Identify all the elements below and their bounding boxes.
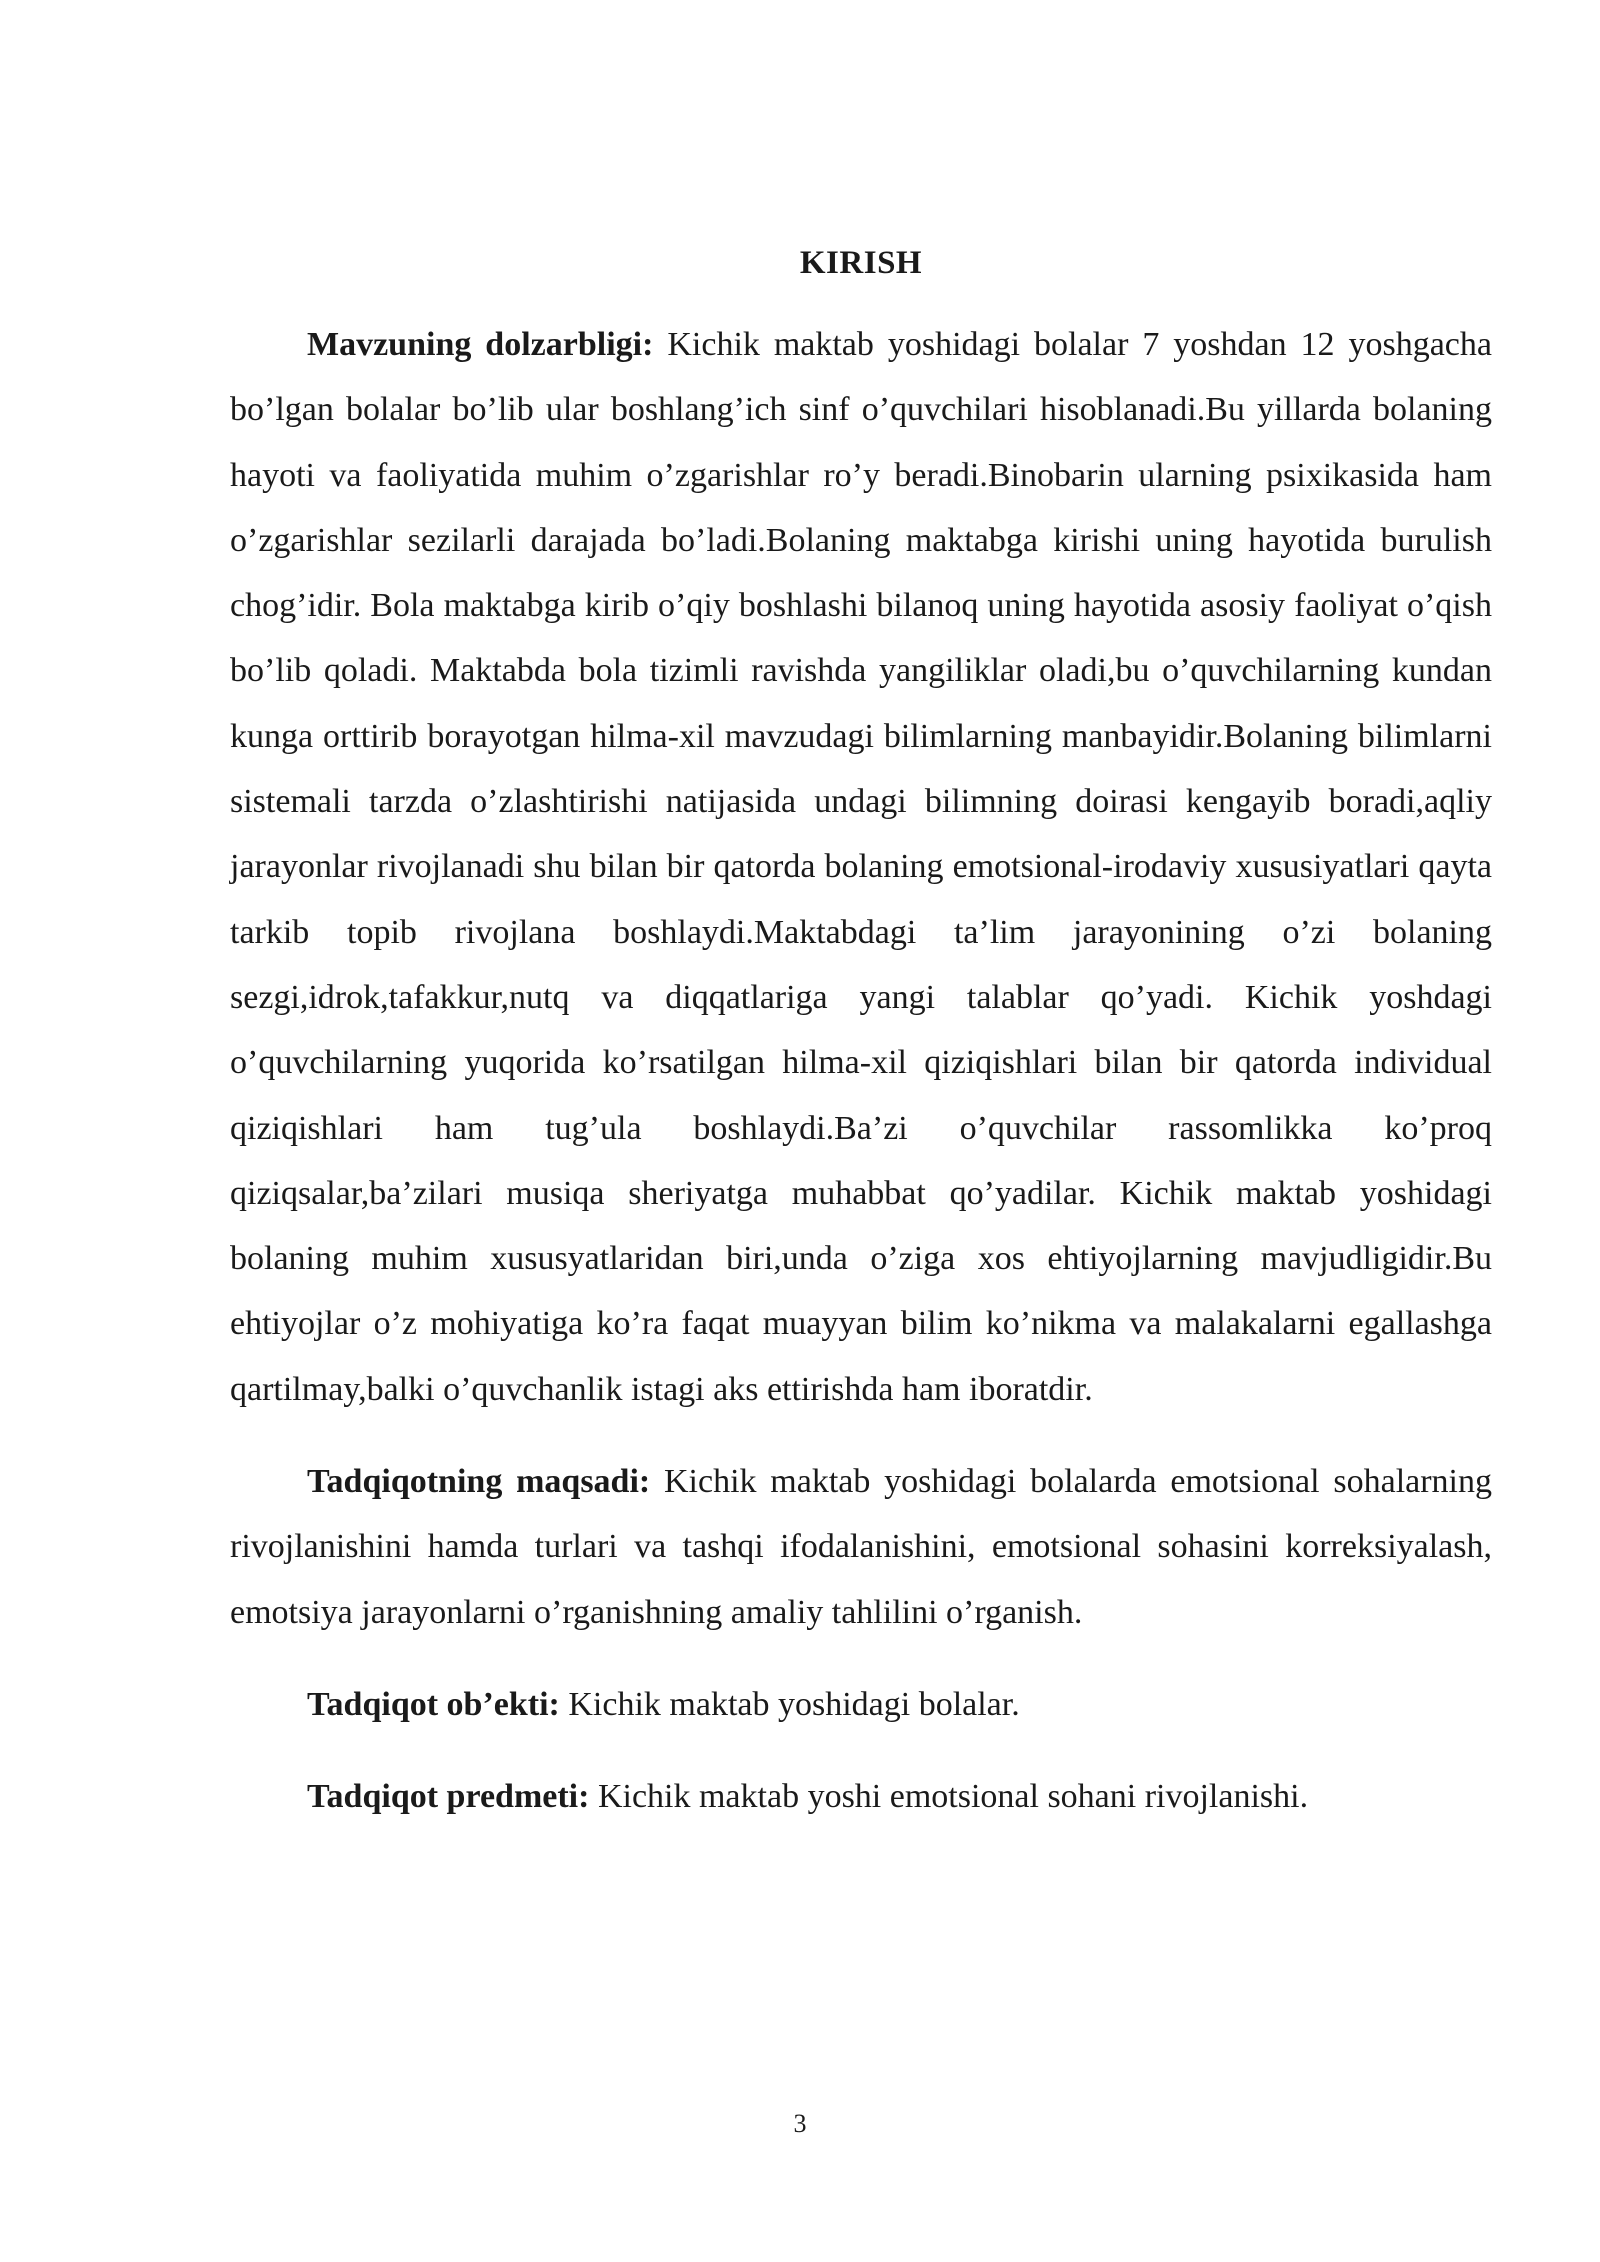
paragraph-label: Mavzuning dolzarbligi:	[307, 326, 654, 363]
paragraph-text: Kichik maktab yoshidagi bolalar.	[559, 1685, 1020, 1723]
paragraph-label: Tadqiqot predmeti:	[307, 1778, 590, 1816]
paragraph-object	[230, 1672, 1492, 1737]
paragraph-label: Tadqiqotning maqsadi:	[307, 1463, 651, 1501]
page-number: 3	[793, 2109, 807, 2138]
page-heading: KIRISH	[799, 245, 923, 281]
paragraph-goal	[230, 1449, 1492, 1645]
page-content	[230, 242, 1492, 1830]
paragraph-text: Kichik maktab yoshidagi bolalarda emotsional sohalarning rivojlanishini hamda turlari va tashqi ifodalanishini, emotsional sohasini korreksiyalash, emotsiya jarayonlarni o’rganishning amaliy tahlilini o’rganish.	[230, 1463, 1492, 1631]
paragraph-text: Kichik maktab yoshidagi bolalar 7 yoshdan 12 yoshgacha bo’lgan bolalar bo’lib ular boshlang’ich sinf o’quvchilari hisoblanadi.Bu yillarda bolaning hayoti va faoliyatida muhim o’zgarishlar ro’y beradi.Binobarin ularning psixikasida ham o’zgarishlar sezilarli darajada bo’ladi.Bolaning maktabga kirishi uning hayotida burulish chog’idir. Bola maktabga kirib o’qiy boshlashi bilanoq uning hayotida asosiy faoliyat o’qish bo’lib qoladi. Maktabda bola tizimli ravishda yangiliklar oladi,bu o’quvchilarning kundan kunga orttirib borayotgan hilma-xil mavzudagi bilimlarning manbayidir.Bolaning bilimlarni sistemali tarzda o’zlashtirishi natijasida undagi bilimning doirasi kengayib boradi,aqliy jarayonlar rivojlanadi shu bilan bir qatorda bolaning emotsional-irodaviy xususiyatlari qayta tarkib topib rivojlana boshlaydi.Maktabdagi ta’lim jarayonining o’zi bolaning sezgi,idrok,tafakkur,nutq va diqqatlariga yangi talablar qo’yadi. Kichik yoshdagi o’quvchilarning yuqorida ko’rsatilgan hilma-xil qiziqishlari bilan bir qatorda individual qiziqishlari ham tug’ula boshlaydi.Ba’zi o’quvchilar rassomlikka ko’proq qiziqsalar,ba’zilari musiqa sheriyatga muhabbat qo’yadilar. Kichik maktab yoshidagi bolaning muhim xususyatlaridan biri,unda o’ziga xos ehtiyojlarning mavjudligidir.Bu ehtiyojlar o’z mohiyatiga ko’ra faqat muayyan bilim ko’nikma va malakalarni egallashga qartilmay,balki o’quvchanlik istagi aks ettirishda ham iboratdir.	[230, 326, 1492, 1408]
paragraph-label: Tadqiqot ob’ekti:	[307, 1685, 560, 1723]
paragraph-text: Kichik maktab yoshi emotsional sohani rivojlanishi.	[589, 1778, 1309, 1816]
paragraph-subject	[230, 1764, 1492, 1829]
paragraph-relevance	[230, 312, 1492, 1422]
